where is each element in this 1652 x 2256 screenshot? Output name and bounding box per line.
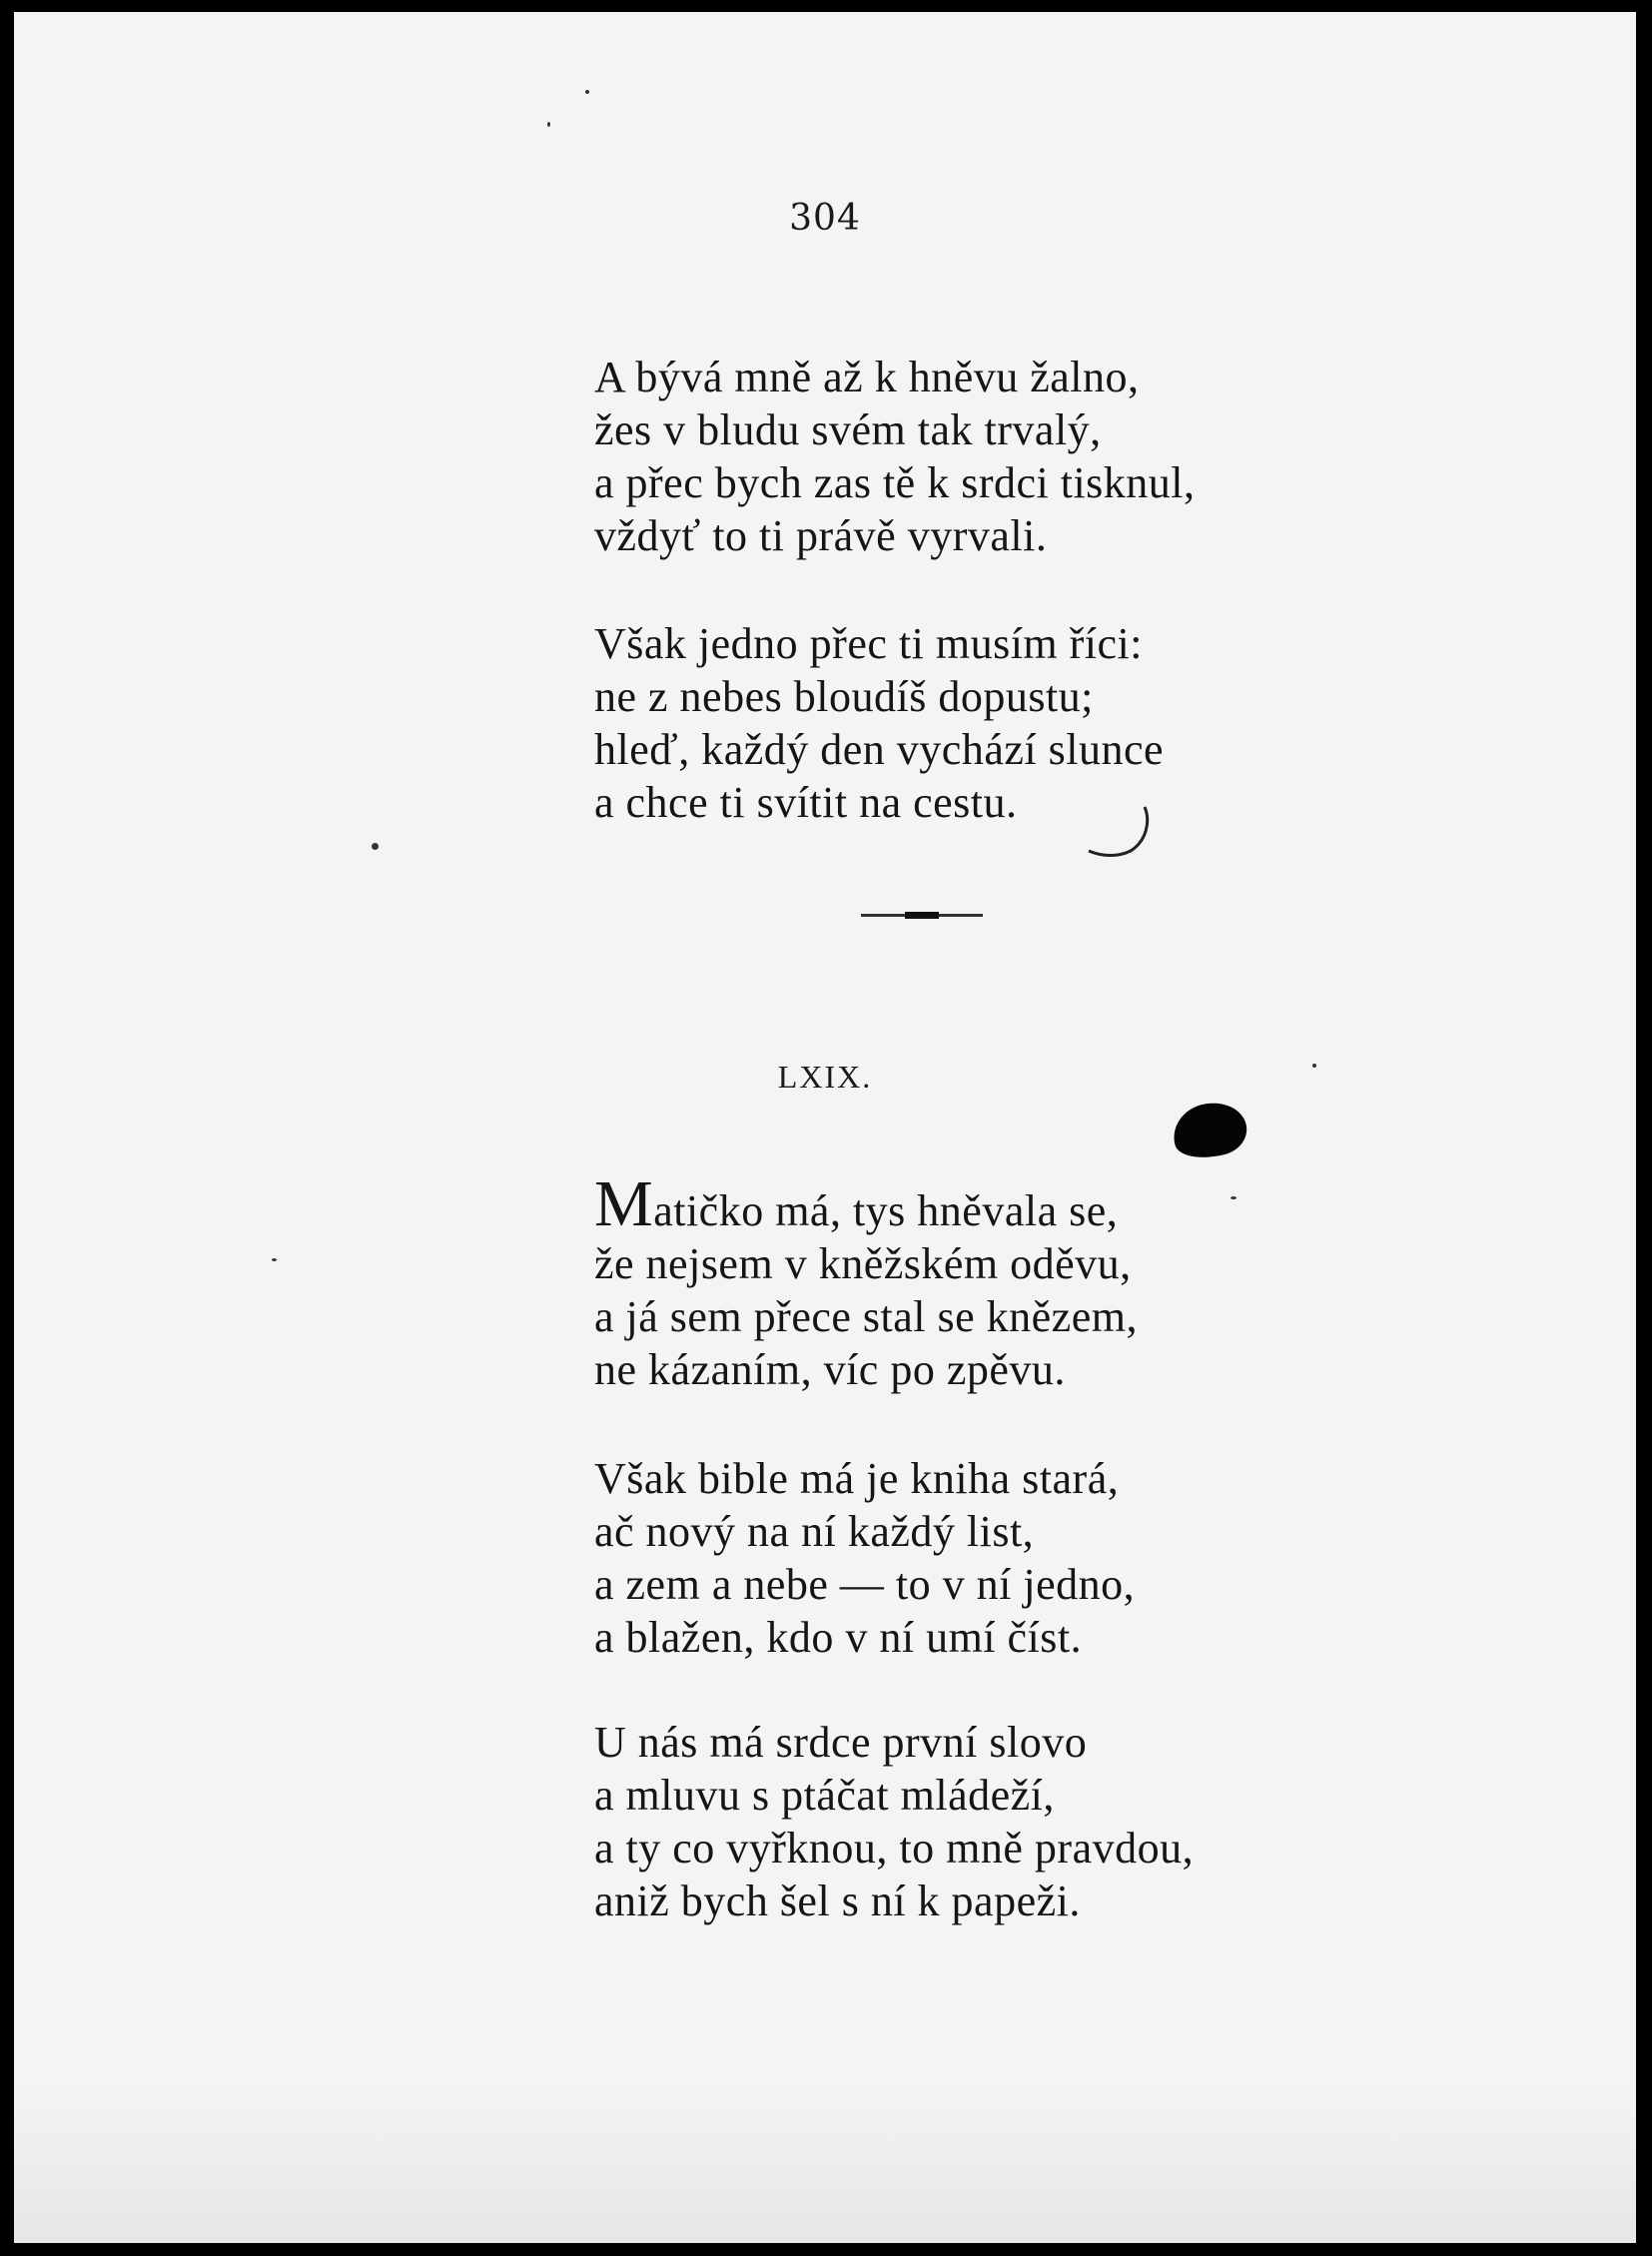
stanza: [594, 617, 1164, 829]
scan-speck: [1312, 1064, 1316, 1068]
ink-blot: [1168, 1096, 1252, 1165]
poem-line: [594, 1167, 1138, 1240]
poem-line: a já sem přece stal se knězem,: [594, 1292, 1138, 1341]
poem-line: Však bible má je kniha stará,: [594, 1454, 1120, 1503]
poem-line: a mluvu s ptáčat mládeží,: [594, 1771, 1055, 1820]
poem-line: a zem a nebe — to v ní jedno,: [594, 1560, 1136, 1609]
page-number: 304: [789, 198, 861, 239]
poem-line: ne z nebes bloudíš dopustu;: [594, 672, 1094, 721]
stanza: [594, 1167, 1138, 1396]
page-shadow: [14, 2083, 1636, 2243]
scan-speck: [1231, 1196, 1237, 1199]
poem-line: žes v bludu svém tak trvalý,: [594, 405, 1102, 454]
drop-initial: M: [594, 1167, 654, 1240]
poem-line: a přec bych zas tě k srdci tisknul,: [594, 458, 1196, 507]
stanza: [594, 1452, 1135, 1664]
section-title: LXIX.: [777, 1059, 873, 1095]
poem-line: vždyť to ti právě vyrvali.: [594, 511, 1048, 560]
scan-speck: [372, 843, 379, 850]
poem-line: U nás má srdce první slovo: [594, 1718, 1088, 1767]
poem-line: ač nový na ní každý list,: [594, 1507, 1035, 1556]
scan-speck: [585, 90, 589, 94]
book-page: [14, 12, 1636, 2243]
first-line-text: atičko má, tys hněvala se,: [653, 1186, 1119, 1235]
scan-speck: [547, 122, 550, 127]
poem-line: ne kázaním, víc po zpěvu.: [594, 1345, 1066, 1394]
pencil-mark: [1073, 801, 1163, 871]
poem-line: a ty co vyřknou, to mně pravdou,: [594, 1824, 1195, 1873]
poem-line: Však jedno přec ti musím říci:: [594, 619, 1143, 668]
poem-line: aniž bych šel s ní k papeži.: [594, 1877, 1081, 1925]
poem-line: a blažen, kdo v ní umí číst.: [594, 1613, 1083, 1662]
poem-line: že nejsem v kněžském oděvu,: [594, 1239, 1132, 1288]
poem-line: hleď, každý den vychází slunce: [594, 725, 1165, 774]
scan-speck: [272, 1258, 277, 1261]
stanza: [594, 351, 1196, 562]
stanza: [594, 1716, 1194, 1927]
section-divider: [861, 914, 983, 917]
poem-line: A bývá mně až k hněvu žalno,: [594, 353, 1140, 401]
poem-line: a chce ti svítit na cestu.: [594, 778, 1018, 827]
